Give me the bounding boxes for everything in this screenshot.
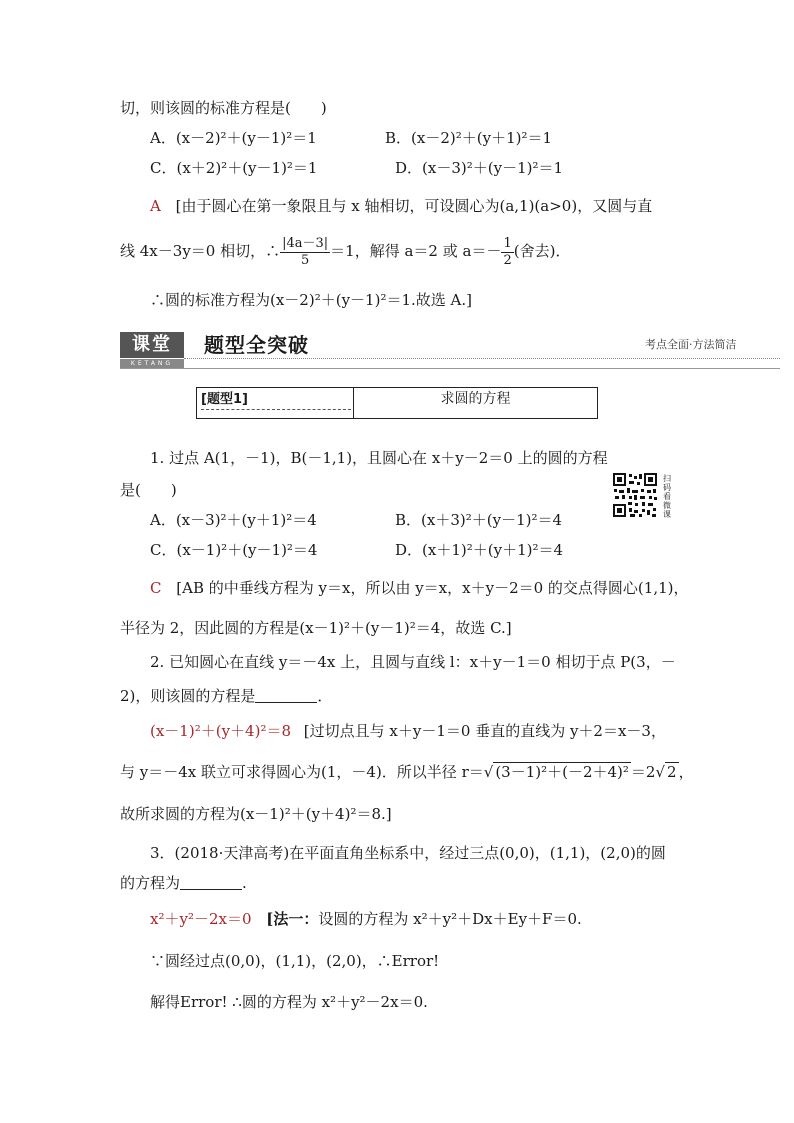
section-divider-dotted: [184, 358, 780, 359]
q2-answer: (x－1)²＋(y＋4)²＝8: [150, 722, 291, 740]
q2-explanation-line3: 故所求圆的方程为(x－1)²＋(y＋4)²＝8.]: [120, 805, 392, 823]
q1-explanation-line1: [150, 578, 689, 598]
q3-exp1-text: 设圆的方程为 x²＋y²＋Dx＋Ey＋F＝0.: [318, 910, 582, 928]
q2-exp2-b: ＝2: [630, 763, 656, 781]
q1-answer: C: [150, 579, 162, 597]
prev-exp2-b: ＝1，解得 a＝2 或 a＝－: [330, 242, 502, 260]
type-tag: [题型1]: [201, 392, 248, 407]
q2-exp2-a: 与 y＝－4x 联立可求得圆心为(1，－4)．所以半径 r＝: [120, 763, 484, 781]
q3-explanation-line1: [150, 909, 582, 929]
section-divider: [120, 368, 780, 369]
q3-method-label: [法一：: [266, 910, 319, 928]
q3-stem-line2: 的方程为 .: [120, 874, 247, 892]
prev-explanation-line3: ∴圆的标准方程为(x－2)²＋(y－1)²＝1.故选 A.]: [150, 291, 472, 309]
q2-sqrt-content: (3－1)²＋(－2＋4)²: [495, 763, 629, 781]
q2-stem-line2: 2)，则该圆的方程是 ．: [120, 687, 333, 705]
sqrt-sign: √: [483, 763, 494, 781]
q1-option-d: D．(x＋1)²＋(y＋1)²＝4: [395, 541, 564, 559]
fraction-1-over-2: $\frac{1}{2}$: [503, 235, 512, 268]
q2-stem-text: 2)，则该圆的方程是: [120, 687, 256, 705]
prev-exp2-c: (舍去)．: [513, 242, 571, 260]
q3-stem-line1: 3．(2018·天津高考)在平面直角坐标系中，经过三点(0,0)，(1,1)，(2,0)的圆: [150, 844, 666, 862]
q2-explanation-line1: [150, 721, 666, 741]
type-header: [196, 387, 598, 419]
q2-stem-line1: 2. 已知圆心在直线 y＝－4x 上，且圆与直线 l：x＋y－1＝0 相切于点 P(3，－: [150, 653, 676, 671]
q1-exp1-text: [AB 的中垂线方程为 y＝x，所以由 y＝x，x＋y－2＝0 的交点得圆心(1,1)，: [176, 579, 689, 597]
qr-label: 扫码看微课: [663, 474, 671, 519]
prev-option-c: C．(x＋2)²＋(y－1)²＝1: [150, 159, 318, 177]
section-subtitle: 考点全面·方法简洁: [645, 338, 737, 351]
prev-option-b: B．(x－2)²＋(y＋1)²＝1: [385, 129, 553, 147]
q1-explanation-line2: 半径为 2，因此圆的方程是(x－1)²＋(y－1)²＝4，故选 C.]: [120, 619, 512, 637]
q3-explanation-line2: ∵圆经过点(0,0)，(1,1)，(2,0)，∴Error!: [150, 952, 440, 970]
q2-exp2-c: ，: [678, 763, 694, 781]
q1-stem-line2: 是( ): [120, 481, 177, 499]
prev-answer: A: [150, 197, 161, 215]
section-title: 题型全突破: [204, 333, 309, 357]
prev-option-a: A．(x－2)²＋(y－1)²＝1: [150, 129, 317, 147]
section-tag-pinyin: KETANG: [120, 359, 184, 369]
type-header-left: [197, 388, 354, 418]
prev-exp1-text: [由于圆心在第一象限且与 x 轴相切，可设圆心为(a,1)(a>0)，又圆与直: [175, 197, 653, 215]
answer-blank: [255, 688, 317, 703]
prev-stem-tail: 切，则该圆的标准方程是( ): [120, 99, 327, 117]
section-tag: 课堂: [120, 332, 184, 358]
prev-explanation-line1: [150, 196, 652, 216]
prev-option-d: D．(x－3)²＋(y－1)²＝1: [395, 159, 564, 177]
q2-explanation-line2: [120, 762, 694, 782]
answer-blank: [180, 875, 242, 890]
type-title: 求圆的方程: [440, 391, 511, 407]
q3-answer: x²＋y²－2x＝0: [150, 910, 252, 928]
prev-explanation-line2: [120, 232, 570, 270]
sqrt-sign-2: √: [655, 763, 666, 781]
q1-option-c: C．(x－1)²＋(y－1)²＝4: [150, 541, 318, 559]
q2-sqrt2-content: 2: [667, 763, 677, 781]
q1-stem-line1: 1. 过点 A(1，－1)，B(－1,1)，且圆心在 x＋y－2＝0 上的圆的方程: [150, 449, 608, 467]
q3-stem-text: 的方程为: [120, 874, 181, 892]
q2-exp1-text: [过切点且与 x＋y－1＝0 垂直的直线为 y＋2＝x－3，: [303, 722, 666, 740]
fraction-4a-3-over-5: $\frac{|4a-3|}{5}$: [282, 235, 329, 268]
type-tag-underline: [201, 409, 351, 410]
q3-explanation-line3: 解得Error! ∴圆的方程为 x²＋y²－2x＝0.: [150, 993, 428, 1011]
q1-option-b: B．(x＋3)²＋(y－1)²＝4: [395, 511, 563, 529]
qr-code-icon[interactable]: [612, 472, 658, 518]
prev-exp2-a: 线 4x－3y＝0 相切，∴: [120, 242, 281, 260]
q1-option-a: A．(x－3)²＋(y＋1)²＝4: [150, 511, 317, 529]
